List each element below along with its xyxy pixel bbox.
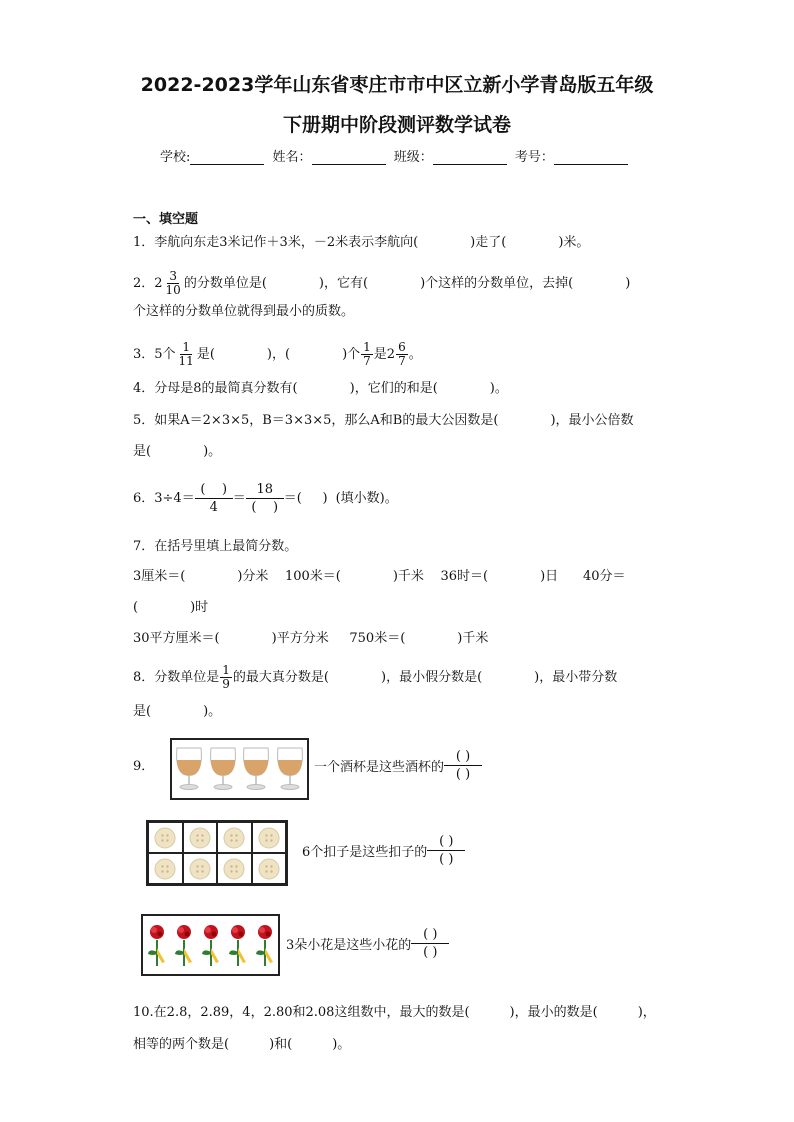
- button-icon: [189, 827, 211, 849]
- question-4: 4．分母是8的最简真分数有( )，它们的和是( )。: [133, 381, 508, 396]
- exam-title-line1: 2022-2023学年山东省枣庄市市中区立新小学青岛版五年级: [140, 74, 654, 96]
- fraction: $\frac{1}{9}$: [222, 663, 230, 691]
- question-9-number: 9．: [133, 759, 155, 774]
- flower-icon: [145, 922, 169, 968]
- question-7-row2: ( )时: [133, 600, 209, 615]
- button-caption: 6个扣子是这些扣子的 ( ) ( ): [302, 833, 465, 868]
- question-8: 8．分数单位是 $\frac{1}{9}$ 的最大真分数是( )，最小假分数是( )，最小带分数: [133, 663, 618, 691]
- button-icon: [258, 858, 280, 880]
- number-blank[interactable]: [554, 152, 628, 165]
- question-2: 2．2 $\frac{3}{10}$ 的分数单位是( )，它有( )个这样的分数单位，去掉( ): [133, 269, 631, 297]
- fraction-blank[interactable]: ( ) ( ): [411, 926, 449, 961]
- school-label: 学校:: [160, 150, 191, 165]
- question-3: 3．5个 $\frac{1}{11}$ 是( )，( )个 $\frac{1}{7}$ 是2 $\frac{6}{7}$ 。: [133, 340, 422, 368]
- button-icon: [154, 858, 176, 880]
- buttons-image: [146, 820, 288, 886]
- button-icon: [189, 858, 211, 880]
- name-blank[interactable]: [312, 152, 386, 165]
- flower-icon: [253, 922, 277, 968]
- wine-glass-icon: [173, 746, 205, 792]
- flower-icon: [199, 922, 223, 968]
- question-7-row1: 3厘米＝( )分米 100米＝( )千米 36时＝( )日 40分＝: [133, 569, 626, 584]
- fraction-blank[interactable]: 18 ( ): [246, 481, 284, 516]
- question-5-cont: 是( )。: [133, 444, 222, 459]
- button-icon: [223, 827, 245, 849]
- wine-glass-icon: [240, 746, 272, 792]
- fraction-blank[interactable]: ( ) ( ): [444, 748, 482, 783]
- class-label: 班级：: [393, 150, 433, 165]
- wine-glass-image: [170, 738, 309, 800]
- glass-caption: 一个酒杯是这些酒杯的 ( ) ( ): [314, 748, 482, 783]
- flower-icon: [172, 922, 196, 968]
- student-info-row: [160, 146, 632, 165]
- flower-caption: 3朵小花是这些小花的 ( ) ( ): [286, 926, 449, 961]
- fraction: $\frac{3}{10}$: [165, 269, 181, 297]
- flower-icon: [226, 922, 250, 968]
- fraction: $\frac{1}{11}$: [178, 340, 194, 368]
- section-title: 一、填空题: [133, 212, 199, 227]
- class-blank[interactable]: [433, 152, 507, 165]
- button-icon: [154, 827, 176, 849]
- question-1: 1．李航向东走3米记作＋3米，－2米表示李航向( )走了( )米。: [133, 235, 590, 250]
- fraction-blank[interactable]: ( ) 4: [195, 481, 233, 516]
- exam-title-line2: 下册期中阶段测评数学试卷: [282, 114, 511, 136]
- question-8-cont: 是( )。: [133, 704, 222, 719]
- school-blank[interactable]: [190, 152, 264, 165]
- button-icon: [258, 827, 280, 849]
- fraction: $\frac{6}{7}$: [398, 340, 406, 368]
- question-2-cont: 个这样的分数单位就得到最小的质数。: [133, 304, 355, 319]
- flowers-image: [141, 914, 280, 976]
- question-6: 6．3÷4＝ ( ) 4 ＝ 18 ( ) ＝ ( ) (填小数)。: [133, 482, 398, 515]
- wine-glass-icon: [274, 746, 306, 792]
- question-10: 10.在2.8，2.89，4，2.80和2.08这组数中，最大的数是( )，最小的数是( )，: [133, 1005, 656, 1020]
- wine-glass-icon: [207, 746, 239, 792]
- question-10-cont: 相等的两个数是( )和( )。: [133, 1037, 351, 1052]
- name-label: 姓名：: [272, 150, 312, 165]
- answer-blank[interactable]: ( ): [296, 490, 328, 506]
- fraction: $\frac{1}{7}$: [363, 340, 371, 368]
- question-7: 7．在括号里填上最简分数。: [133, 539, 298, 554]
- question-7-row3: 30平方厘米＝( )平方分米 750米＝( )千米: [133, 631, 489, 646]
- fraction-blank[interactable]: ( ) ( ): [427, 833, 465, 868]
- button-icon: [223, 858, 245, 880]
- question-5: 5．如果A＝2×3×5，B＝3×3×5，那么A和B的最大公因数是( )，最小公倍数: [133, 413, 634, 428]
- number-label: 考号：: [514, 150, 554, 165]
